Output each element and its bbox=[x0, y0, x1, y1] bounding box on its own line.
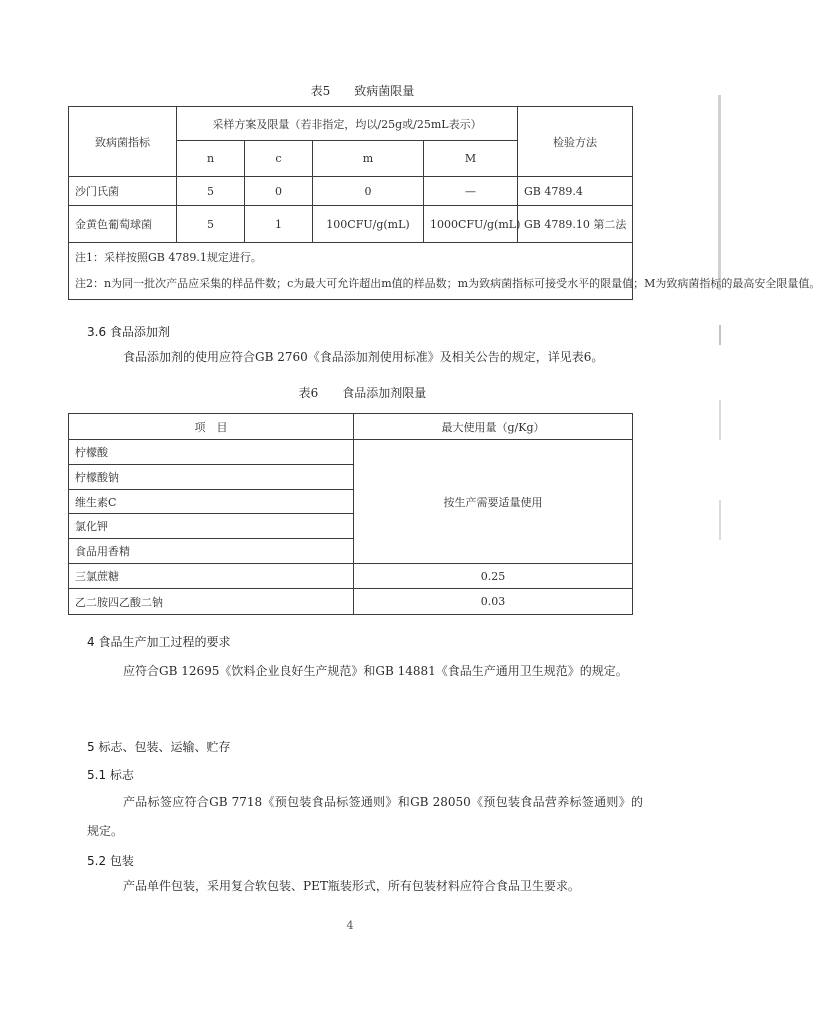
pathogen-name: 沙门氏菌 bbox=[69, 177, 177, 206]
value-M: 1000CFU/g(mL) bbox=[424, 206, 518, 243]
scan-edge-mark bbox=[718, 95, 721, 290]
scan-edge-mark bbox=[719, 400, 721, 440]
section-3-6-heading: 3.6 食品添加剂 bbox=[87, 325, 170, 339]
header-item: 项 目 bbox=[69, 414, 354, 440]
max-usage-value: 0.03 bbox=[354, 589, 633, 615]
table-row bbox=[69, 206, 633, 243]
additive-name: 柠檬酸钠 bbox=[69, 465, 354, 490]
table5-caption: 表5 致病菌限量 bbox=[310, 84, 415, 98]
value-c: 0 bbox=[245, 177, 313, 206]
table-row bbox=[69, 177, 633, 206]
section-3-6-text: 食品添加剂的使用应符合GB 2760《食品添加剂使用标准》及相关公告的规定，详见表6。 bbox=[123, 350, 604, 364]
header-max-usage: 最大使用量（g/Kg） bbox=[354, 414, 633, 440]
scan-edge-mark bbox=[719, 500, 721, 540]
food-additive-table bbox=[68, 413, 633, 615]
additive-name: 柠檬酸 bbox=[69, 440, 354, 465]
value-n: 5 bbox=[177, 177, 245, 206]
test-method: GB 4789.10 第二法 bbox=[518, 206, 633, 243]
additive-name: 维生素C bbox=[69, 490, 354, 514]
merged-usage-value: 按生产需要适量使用 bbox=[354, 440, 633, 564]
value-m: 100CFU/g(mL) bbox=[313, 206, 424, 243]
page-number: 4 bbox=[346, 919, 354, 932]
table6-caption: 表6 食品添加剂限量 bbox=[298, 386, 427, 400]
value-n: 5 bbox=[177, 206, 245, 243]
value-M: — bbox=[424, 177, 518, 206]
section-5-1-text: 产品标签应符合GB 7718《预包装食品标签通则》和GB 28050《预包装食品营养标签通则》的规定。 bbox=[87, 795, 643, 838]
note-1: 注1：采样按照GB 4789.1规定进行。 bbox=[75, 251, 262, 264]
section-5-2-text: 产品单件包装，采用复合软包装、PET瓶装形式，所有包装材料应符合食品卫生要求。 bbox=[123, 879, 580, 893]
additive-name: 乙二胺四乙酸二钠 bbox=[69, 589, 354, 615]
table-row bbox=[69, 589, 633, 615]
header-M: M bbox=[424, 141, 518, 177]
header-m: m bbox=[313, 141, 424, 177]
header-n: n bbox=[177, 141, 245, 177]
section-4-text: 应符合GB 12695《饮料企业良好生产规范》和GB 14881《食品生产通用卫生规范》的规定。 bbox=[123, 664, 628, 678]
table5-notes bbox=[69, 243, 820, 300]
note-2: 注2：n为同一批次产品应采集的样品件数；c为最大可允许超出m值的样品数；m为致病菌指标可接受水平的限量值；M为致病菌指标的最高安全限量值。 bbox=[75, 277, 820, 290]
header-indicator: 致病菌指标 bbox=[69, 107, 177, 177]
additive-name: 三氯蔗糖 bbox=[69, 564, 354, 589]
value-c: 1 bbox=[245, 206, 313, 243]
test-method: GB 4789.4 bbox=[518, 177, 633, 206]
max-usage-value: 0.25 bbox=[354, 564, 633, 589]
additive-name: 食品用香精 bbox=[69, 539, 354, 564]
section-5-2-heading: 5.2 包装 bbox=[87, 854, 134, 868]
value-m: 0 bbox=[313, 177, 424, 206]
section-4-heading: 4 食品生产加工过程的要求 bbox=[87, 635, 231, 649]
header-c: c bbox=[245, 141, 313, 177]
additive-name: 氯化钾 bbox=[69, 514, 354, 539]
scan-edge-mark bbox=[719, 325, 721, 345]
section-5-heading: 5 标志、包装、运输、贮存 bbox=[87, 740, 231, 754]
header-test-method: 检验方法 bbox=[518, 107, 633, 177]
table-row bbox=[69, 440, 633, 465]
header-sampling-plan: 采样方案及限量（若非指定，均以/25g或/25mL表示） bbox=[177, 107, 518, 141]
table-row bbox=[69, 564, 633, 589]
section-5-1-heading: 5.1 标志 bbox=[87, 768, 134, 782]
pathogen-limits-table bbox=[68, 106, 820, 300]
pathogen-name: 金黄色葡萄球菌 bbox=[69, 206, 177, 243]
